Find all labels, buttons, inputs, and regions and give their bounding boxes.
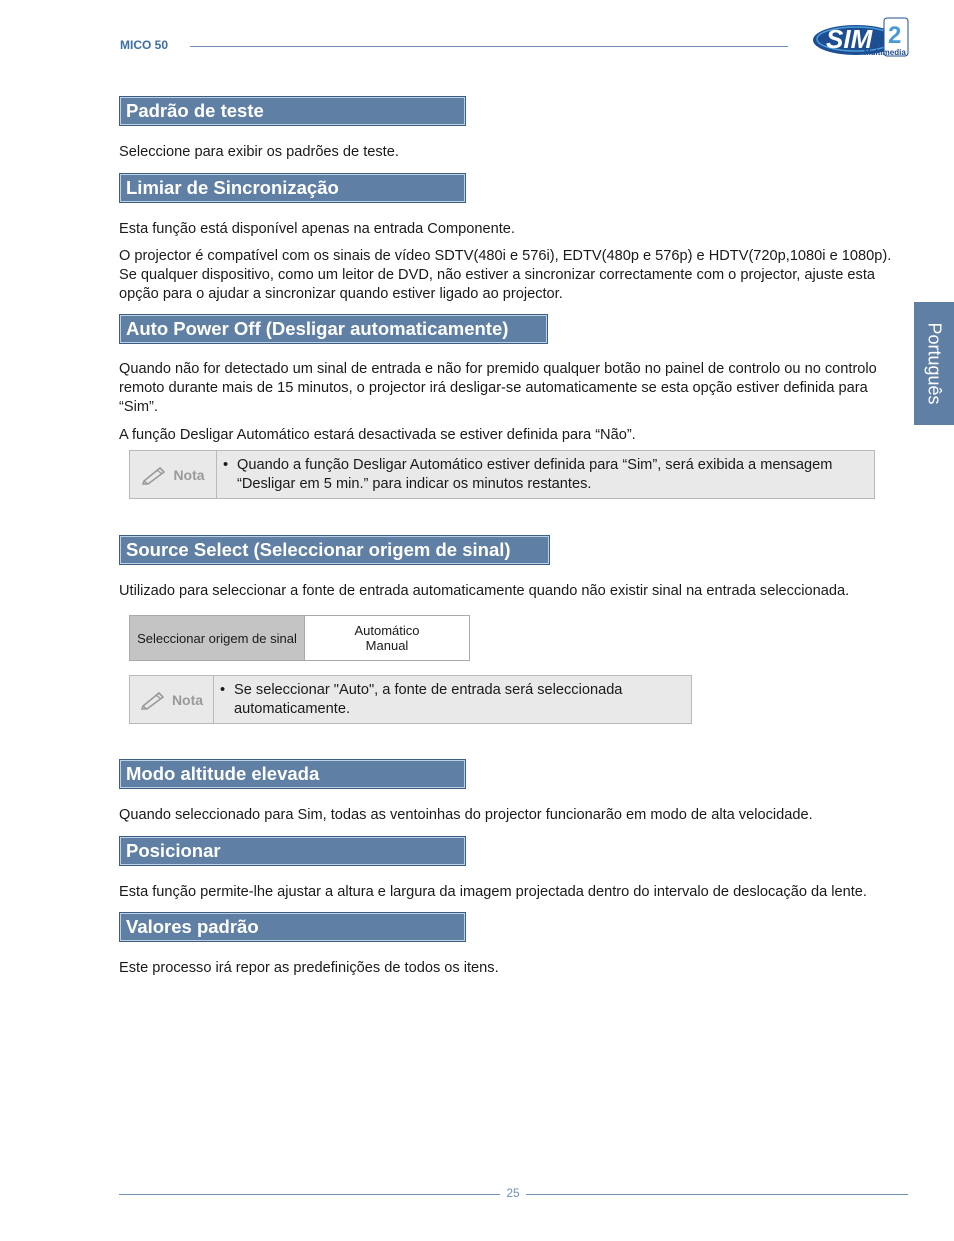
footer-rule-left <box>119 1194 500 1195</box>
note-auto-power-off <box>129 450 875 499</box>
pencil-icon <box>140 690 166 710</box>
footer-rule-right <box>526 1194 908 1195</box>
section-title-high-altitude: Modo altitude elevada <box>119 759 466 789</box>
source-select-options <box>305 616 469 660</box>
language-tab-label: Português <box>924 322 945 405</box>
section-title-test-pattern: Padrão de teste <box>119 96 466 126</box>
note-text: Se seleccionar "Auto", a fonte de entrada será seleccionada automaticamente. <box>234 682 623 717</box>
sync-threshold-text-2: O projector é compatível com os sinais de vídeo SDTV(480i e 576i), EDTV(480p e 576p) e HDTV(720p,1080i e 1080p). Se qualquer dispositivo, como um leitor de DVD, não estiver a sincronizar correctamente com o projector, ajuste esta opção para o ajudar a sincronizar quando estiver ligado ao projector. <box>119 248 892 302</box>
section-title-position: Posicionar <box>119 836 466 866</box>
auto-power-off-text-2: A função Desligar Automático estará desactivada se estiver definida para “Não”. <box>119 427 636 443</box>
note-label: Nota <box>171 691 204 708</box>
document-model: MICO 50 <box>120 38 169 52</box>
logo-number: 2 <box>888 22 902 49</box>
note-label: Nota <box>173 466 205 483</box>
logo-brand-text: SIM <box>826 24 873 54</box>
note-bullet: • <box>220 682 226 698</box>
section-title-defaults: Valores padrão <box>119 912 466 942</box>
test-pattern-text: Seleccione para exibir os padrões de teste. <box>119 144 399 160</box>
note-label-box <box>130 451 217 498</box>
note-content <box>217 451 874 498</box>
section-title-sync-threshold: Limiar de Sincronização <box>119 173 466 203</box>
brand-logo <box>812 15 910 59</box>
auto-power-off-text-1: Quando não for detectado um sinal de entrada e não for premido qualquer botão no painel de controlo ou no controlo remoto durante mais de 15 minutos, o projector irá desligar-se automaticamente se esta opção estiver definida para “Sim”. <box>119 361 877 415</box>
defaults-text: Este processo irá repor as predefinições de todos os itens. <box>119 960 499 976</box>
note-source-select <box>129 675 692 724</box>
note-label-box <box>130 676 214 723</box>
source-select-label: Seleccionar origem de sinal <box>130 616 305 660</box>
language-tab[interactable] <box>914 302 954 425</box>
option-manual: Manual <box>365 638 409 653</box>
page-number: 25 <box>506 1186 520 1200</box>
source-select-table <box>129 615 470 661</box>
section-title-auto-power-off: Auto Power Off (Desligar automaticamente) <box>119 314 548 344</box>
source-select-text: Utilizado para seleccionar a fonte de entrada automaticamente quando não existir sinal na entrada seleccionada. <box>119 583 850 599</box>
option-automatic: Automático <box>354 623 420 638</box>
note-content <box>214 676 691 723</box>
pencil-icon <box>141 465 167 485</box>
sync-threshold-text-1: Esta função está disponível apenas na entrada Componente. <box>119 221 515 237</box>
logo-tagline: Multimedia <box>864 48 906 57</box>
note-bullet: • <box>223 457 229 473</box>
note-text: Quando a função Desligar Automático estiver definida para “Sim”, será exibida a mensagem “Desligar em 5 min.” para indicar os minutos restantes. <box>237 457 833 492</box>
high-altitude-text: Quando seleccionado para Sim, todas as ventoinhas do projector funcionarão em modo de alta velocidade. <box>119 807 813 823</box>
header-rule <box>190 46 788 47</box>
position-text: Esta função permite-lhe ajustar a altura e largura da imagem projectada dentro do intervalo de deslocação da lente. <box>119 884 867 900</box>
section-title-source-select: Source Select (Seleccionar origem de sinal) <box>119 535 550 565</box>
